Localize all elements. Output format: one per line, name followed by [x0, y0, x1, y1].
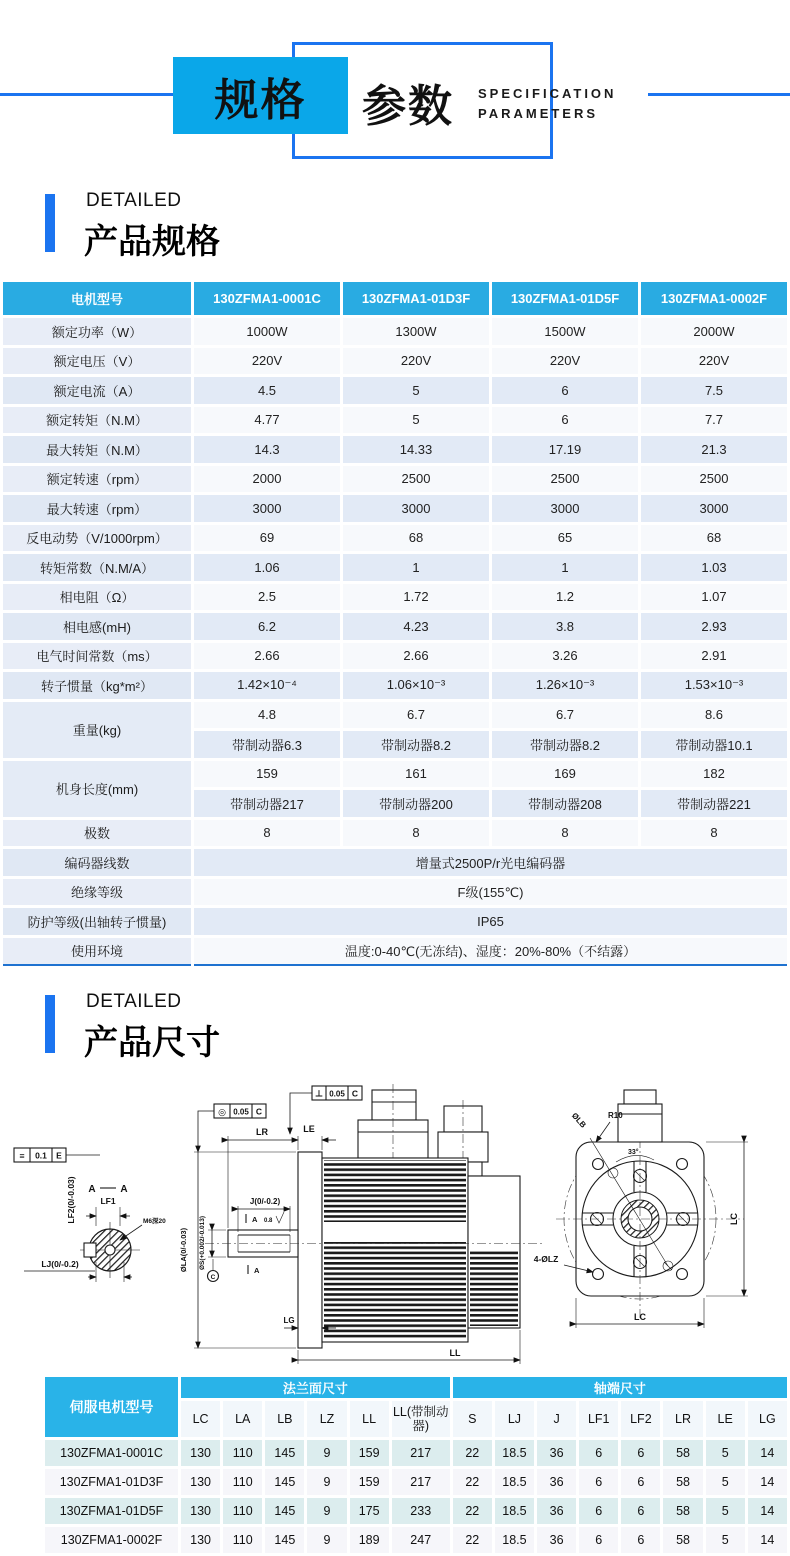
- dim-cell: 22: [453, 1469, 492, 1495]
- spec-cell: 3000: [343, 495, 489, 522]
- dim-cell: 58: [663, 1527, 702, 1553]
- spec-row-label: 重量(kg): [3, 702, 191, 758]
- datum-c-label: C: [210, 1274, 216, 1281]
- dim-cell: 6: [579, 1527, 618, 1553]
- dim-cell: 36: [537, 1469, 576, 1495]
- spec-cell: 带制动器6.3: [194, 731, 340, 758]
- spec-cell: 7.7: [641, 407, 787, 434]
- banner-word-spec: 规格: [214, 75, 307, 125]
- section-header-spec: [45, 190, 790, 263]
- dim-cell: 130: [181, 1498, 220, 1524]
- spec-row-label: 绝缘等级: [3, 879, 191, 906]
- thread-callout-m6: M6深20: [143, 1218, 166, 1225]
- banner-word-params: 参数: [362, 82, 454, 131]
- spec-row-label: 防护等级(出轴转子惯量): [3, 908, 191, 935]
- banner-cyan-box: [173, 57, 348, 134]
- dim-cell: 6: [621, 1498, 660, 1524]
- spec-row: [3, 908, 787, 935]
- dim-cell: 6: [621, 1469, 660, 1495]
- dim-col-lj: LJ: [495, 1401, 534, 1437]
- spec-row: [3, 672, 787, 699]
- banner-rule-right: [648, 93, 790, 96]
- banner-subtitle: [478, 84, 616, 124]
- spec-cell-span: F级(155℃): [194, 879, 787, 906]
- spec-cell: 带制动器8.2: [343, 731, 489, 758]
- section-eyebrow: DETAILED: [86, 991, 182, 1012]
- spec-cell-span: 增量式2500P/r光电编码器: [194, 849, 787, 876]
- spec-row: [3, 377, 787, 404]
- section-accent-bar: [45, 995, 55, 1053]
- spec-cell: 4.23: [343, 613, 489, 640]
- dim-label-angle: 33°: [628, 1149, 639, 1156]
- symmetry-tolerance-symbol: ≡: [19, 1151, 25, 1161]
- dim-col-lg: LG: [748, 1401, 787, 1437]
- spec-row-label: 机身长度(mm): [3, 761, 191, 817]
- spec-table: [0, 279, 790, 969]
- dim-row: [45, 1527, 787, 1553]
- dim-cell: 6: [579, 1498, 618, 1524]
- dim-cell: 217: [392, 1469, 450, 1495]
- spec-row-label: 额定功率（W）: [3, 318, 191, 345]
- spec-cell: 2500: [492, 466, 638, 493]
- dim-label-lf2: LF2(0/-0.03): [66, 1176, 76, 1224]
- concentricity-tolerance-datum: C: [255, 1106, 263, 1117]
- spec-cell: 带制动器10.1: [641, 731, 787, 758]
- motor-side-view: [179, 1084, 545, 1364]
- dim-col-j: J: [537, 1401, 576, 1437]
- spec-cell: 1300W: [343, 318, 489, 345]
- spec-header-model-3: 130ZFMA1-01D5F: [492, 282, 638, 315]
- spec-cell: 1.26×10⁻³: [492, 672, 638, 699]
- spec-cell: 8: [641, 820, 787, 847]
- banner-subtitle-line1: SPECIFICATION: [478, 86, 617, 101]
- dim-label-dla: ØLA(0/-0.03): [179, 1227, 188, 1273]
- spec-cell: 68: [641, 525, 787, 552]
- spec-row-label: 反电动势（V/1000rpm）: [3, 525, 191, 552]
- spec-cell-span: 温度:0-40℃(无冻结)、湿度：20%-80%（不结露）: [194, 938, 787, 967]
- spec-cell: 17.19: [492, 436, 638, 463]
- dim-model-cell: 130ZFMA1-01D5F: [45, 1498, 178, 1524]
- dim-header-flange-group: 法兰面尺寸: [181, 1377, 450, 1398]
- dim-col-lc: LC: [181, 1401, 220, 1437]
- spec-cell: 2.66: [343, 643, 489, 670]
- spec-header-model-1: 130ZFMA1-0001C: [194, 282, 340, 315]
- spec-row-label: 转矩常数（N.M/A）: [3, 554, 191, 581]
- dim-cell: 5: [706, 1469, 745, 1495]
- dim-cell: 36: [537, 1498, 576, 1524]
- spec-row: [3, 584, 787, 611]
- dim-cell: 58: [663, 1440, 702, 1466]
- spec-cell: 6: [492, 407, 638, 434]
- dim-cell: 130: [181, 1469, 220, 1495]
- dim-cell: 189: [350, 1527, 389, 1553]
- section-label-a2: A: [120, 1184, 128, 1195]
- dim-col-le: LE: [706, 1401, 745, 1437]
- spec-row-label: 极数: [3, 820, 191, 847]
- spec-cell: 1.42×10⁻⁴: [194, 672, 340, 699]
- dim-cell: 36: [537, 1440, 576, 1466]
- dim-cell: 9: [307, 1469, 346, 1495]
- spec-cell: 220V: [641, 348, 787, 375]
- dim-cell: 18.5: [495, 1469, 534, 1495]
- dim-cell: 110: [223, 1440, 262, 1466]
- spec-cell: 2.93: [641, 613, 787, 640]
- spec-cell: 6: [492, 377, 638, 404]
- spec-cell: 1: [492, 554, 638, 581]
- dim-cell: 145: [265, 1469, 304, 1495]
- spec-row: [3, 613, 787, 640]
- spec-row-label: 使用环境: [3, 938, 191, 967]
- spec-cell: 2500: [343, 466, 489, 493]
- spec-cell: 2.5: [194, 584, 340, 611]
- dim-col-lr: LR: [663, 1401, 702, 1437]
- dim-cell: 22: [453, 1498, 492, 1524]
- dim-cell: 5: [706, 1527, 745, 1553]
- section-eyebrow: DETAILED: [86, 190, 182, 211]
- dim-cell: 9: [307, 1440, 346, 1466]
- symmetry-tolerance-value: 0.1: [35, 1150, 47, 1161]
- spec-row-label: 编码器线数: [3, 849, 191, 876]
- spec-row-label: 转子惯量（kg*m²）: [3, 672, 191, 699]
- dim-model-cell: 130ZFMA1-0001C: [45, 1440, 178, 1466]
- dim-group-header-row: [45, 1377, 787, 1398]
- dim-cell: 18.5: [495, 1498, 534, 1524]
- spec-cell: 69: [194, 525, 340, 552]
- spec-cell: 1.06×10⁻³: [343, 672, 489, 699]
- spec-cell: 1.2: [492, 584, 638, 611]
- spec-cell: 带制动器208: [492, 790, 638, 817]
- dim-cell: 145: [265, 1498, 304, 1524]
- dim-col-lf1: LF1: [579, 1401, 618, 1437]
- spec-row-label: 额定转速（rpm）: [3, 466, 191, 493]
- spec-cell: 3000: [641, 495, 787, 522]
- spec-row: [3, 643, 787, 670]
- dim-cell: 6: [621, 1527, 660, 1553]
- spec-cell: 带制动器221: [641, 790, 787, 817]
- spec-cell: 1000W: [194, 318, 340, 345]
- spec-cell: 182: [641, 761, 787, 788]
- dim-col-lb: LB: [265, 1401, 304, 1437]
- spec-cell: 带制动器217: [194, 790, 340, 817]
- dim-cell: 110: [223, 1527, 262, 1553]
- spec-header-model-2: 130ZFMA1-01D3F: [343, 282, 489, 315]
- spec-cell: 1500W: [492, 318, 638, 345]
- dim-model-cell: 130ZFMA1-01D3F: [45, 1469, 178, 1495]
- dim-label-ds: ØS(+0.002/-0.013): [199, 1215, 206, 1271]
- dim-label-r10: R10: [608, 1111, 623, 1120]
- dim-cell: 5: [706, 1440, 745, 1466]
- spec-row-label: 额定电压（V）: [3, 348, 191, 375]
- spec-cell: 21.3: [641, 436, 787, 463]
- spec-row: [3, 318, 787, 345]
- dim-label-lc-right: LC: [729, 1213, 739, 1225]
- spec-cell: 5: [343, 377, 489, 404]
- dim-cell: 22: [453, 1527, 492, 1553]
- spec-row: [3, 407, 787, 434]
- dim-cell: 58: [663, 1469, 702, 1495]
- spec-row: [3, 702, 787, 729]
- spec-cell: 7.5: [641, 377, 787, 404]
- spec-row: [3, 849, 787, 876]
- dim-header-shaft-group: 轴端尺寸: [453, 1377, 787, 1398]
- dim-label-dlb: ØLB: [569, 1111, 588, 1130]
- spec-header-motor-model: 电机型号: [3, 282, 191, 315]
- dim-cell: 110: [223, 1469, 262, 1495]
- dim-col-ll-brake: LL(带制动器): [392, 1401, 450, 1437]
- dim-col-lz: LZ: [307, 1401, 346, 1437]
- dim-cell: 110: [223, 1498, 262, 1524]
- spec-cell: 6.7: [343, 702, 489, 729]
- dim-cell: 145: [265, 1440, 304, 1466]
- dim-cell: 130: [181, 1527, 220, 1553]
- dim-label-lf1: LF1: [100, 1196, 116, 1206]
- spec-row: [3, 525, 787, 552]
- dim-label-ll: LL: [449, 1348, 461, 1358]
- spec-cell: 1.03: [641, 554, 787, 581]
- spec-header-model-4: 130ZFMA1-0002F: [641, 282, 787, 315]
- spec-row-label: 额定电流（A）: [3, 377, 191, 404]
- spec-cell: 1.07: [641, 584, 787, 611]
- spec-cell: 3000: [492, 495, 638, 522]
- spec-header-row: [3, 282, 787, 315]
- spec-cell: 4.5: [194, 377, 340, 404]
- spec-cell: 169: [492, 761, 638, 788]
- spec-row: [3, 820, 787, 847]
- dim-col-la: LA: [223, 1401, 262, 1437]
- spec-row: [3, 466, 787, 493]
- spec-row: [3, 554, 787, 581]
- dim-cell: 18.5: [495, 1440, 534, 1466]
- dim-cell: 18.5: [495, 1527, 534, 1553]
- section-label-a1: A: [88, 1184, 96, 1195]
- section-accent-bar: [45, 194, 55, 252]
- section-title: 产品规格: [84, 223, 220, 261]
- symmetry-tolerance-datum: E: [56, 1150, 62, 1161]
- dim-col-s: S: [453, 1401, 492, 1437]
- dim-cell: 14: [748, 1527, 787, 1553]
- spec-cell: 4.8: [194, 702, 340, 729]
- dim-label-le: LE: [303, 1124, 315, 1134]
- motor-front-view: [534, 1090, 748, 1328]
- dim-label-j: J(0/-0.2): [249, 1197, 281, 1206]
- dim-cell: 22: [453, 1440, 492, 1466]
- dim-label-lg: LG: [283, 1316, 295, 1325]
- dim-cell: 5: [706, 1498, 745, 1524]
- dim-cell: 14: [748, 1469, 787, 1495]
- spec-row-label: 相电阻（Ω）: [3, 584, 191, 611]
- spec-cell: 3.8: [492, 613, 638, 640]
- spec-cell: 8: [343, 820, 489, 847]
- spec-cell: 161: [343, 761, 489, 788]
- spec-cell: 2.66: [194, 643, 340, 670]
- dim-cell: 14: [748, 1440, 787, 1466]
- spec-cell: 1.06: [194, 554, 340, 581]
- perpendicularity-tolerance-datum: C: [351, 1088, 359, 1099]
- dim-cell: 159: [350, 1440, 389, 1466]
- dim-row: [45, 1498, 787, 1524]
- spec-row: [3, 436, 787, 463]
- roughness-label: 0.8: [264, 1218, 273, 1224]
- section-title: 产品尺寸: [84, 1024, 220, 1062]
- dim-cell: 6: [621, 1440, 660, 1466]
- spec-cell: 8: [194, 820, 340, 847]
- concentricity-tolerance-symbol: ◎: [218, 1107, 226, 1117]
- perpendicularity-tolerance-value: 0.05: [329, 1089, 345, 1099]
- dim-cell: 14: [748, 1498, 787, 1524]
- spec-cell: 2000: [194, 466, 340, 493]
- spec-cell: 1.53×10⁻³: [641, 672, 787, 699]
- perpendicularity-tolerance-symbol: ⊥: [314, 1088, 324, 1099]
- banner-subtitle-line2: PARAMETERS: [478, 106, 599, 122]
- dim-label-lc-bottom: LC: [634, 1312, 646, 1322]
- spec-cell: 220V: [492, 348, 638, 375]
- spec-row: [3, 879, 787, 906]
- spec-cell: 3.26: [492, 643, 638, 670]
- dim-cell: 6: [579, 1440, 618, 1466]
- spec-row: [3, 938, 787, 967]
- spec-cell: 8: [492, 820, 638, 847]
- spec-cell: 8.6: [641, 702, 787, 729]
- spec-row: [3, 348, 787, 375]
- dim-label-lj: LJ(0/-0.2): [41, 1259, 79, 1269]
- dim-cell: 247: [392, 1527, 450, 1553]
- spec-row: [3, 761, 787, 788]
- spec-cell: 4.77: [194, 407, 340, 434]
- spec-cell: 1: [343, 554, 489, 581]
- dim-cell: 217: [392, 1440, 450, 1466]
- spec-cell: 6.2: [194, 613, 340, 640]
- dim-col-lf2: LF2: [621, 1401, 660, 1437]
- banner-rule-left: [0, 93, 174, 96]
- spec-row-label: 相电感(mH): [3, 613, 191, 640]
- header-banner: [0, 0, 790, 170]
- dim-label-4lz: 4-ØLZ: [533, 1254, 559, 1264]
- concentricity-tolerance-value: 0.05: [233, 1107, 249, 1117]
- datum-a-bottom-label: A: [254, 1266, 260, 1275]
- dimension-table: [42, 1374, 790, 1556]
- spec-row-label: 最大转矩（N.M）: [3, 436, 191, 463]
- dim-cell: 130: [181, 1440, 220, 1466]
- dimension-drawing: [0, 1080, 790, 1368]
- dim-col-ll: LL: [350, 1401, 389, 1437]
- spec-cell: 2.91: [641, 643, 787, 670]
- dim-row: [45, 1440, 787, 1466]
- spec-cell: 14.3: [194, 436, 340, 463]
- spec-cell: 5: [343, 407, 489, 434]
- dim-cell: 9: [307, 1498, 346, 1524]
- spec-cell: 2500: [641, 466, 787, 493]
- spec-cell: 68: [343, 525, 489, 552]
- spec-row-label: 最大转速（rpm）: [3, 495, 191, 522]
- spec-cell: 65: [492, 525, 638, 552]
- spec-cell: 2000W: [641, 318, 787, 345]
- spec-cell-span: IP65: [194, 908, 787, 935]
- dim-row: [45, 1469, 787, 1495]
- dim-cell: 175: [350, 1498, 389, 1524]
- dim-cell: 6: [579, 1469, 618, 1495]
- dim-cell: 159: [350, 1469, 389, 1495]
- spec-cell: 14.33: [343, 436, 489, 463]
- spec-cell: 带制动器8.2: [492, 731, 638, 758]
- shaft-section-view: [14, 1148, 166, 1282]
- dim-cell: 36: [537, 1527, 576, 1553]
- spec-cell: 3000: [194, 495, 340, 522]
- spec-cell: 6.7: [492, 702, 638, 729]
- spec-row-label: 额定转矩（N.M）: [3, 407, 191, 434]
- spec-cell: 159: [194, 761, 340, 788]
- dim-cell: 9: [307, 1527, 346, 1553]
- dim-cell: 233: [392, 1498, 450, 1524]
- dim-cell: 145: [265, 1527, 304, 1553]
- dim-model-cell: 130ZFMA1-0002F: [45, 1527, 178, 1553]
- dim-label-lr: LR: [256, 1127, 268, 1137]
- section-header-dims: [45, 991, 790, 1064]
- spec-row-label: 电气时间常数（ms）: [3, 643, 191, 670]
- spec-cell: 1.72: [343, 584, 489, 611]
- spec-cell: 220V: [194, 348, 340, 375]
- spec-row: [3, 495, 787, 522]
- spec-cell: 带制动器200: [343, 790, 489, 817]
- spec-cell: 220V: [343, 348, 489, 375]
- dim-cell: 58: [663, 1498, 702, 1524]
- dim-header-model: 伺服电机型号: [45, 1377, 178, 1437]
- datum-a-top-label: A: [252, 1215, 258, 1224]
